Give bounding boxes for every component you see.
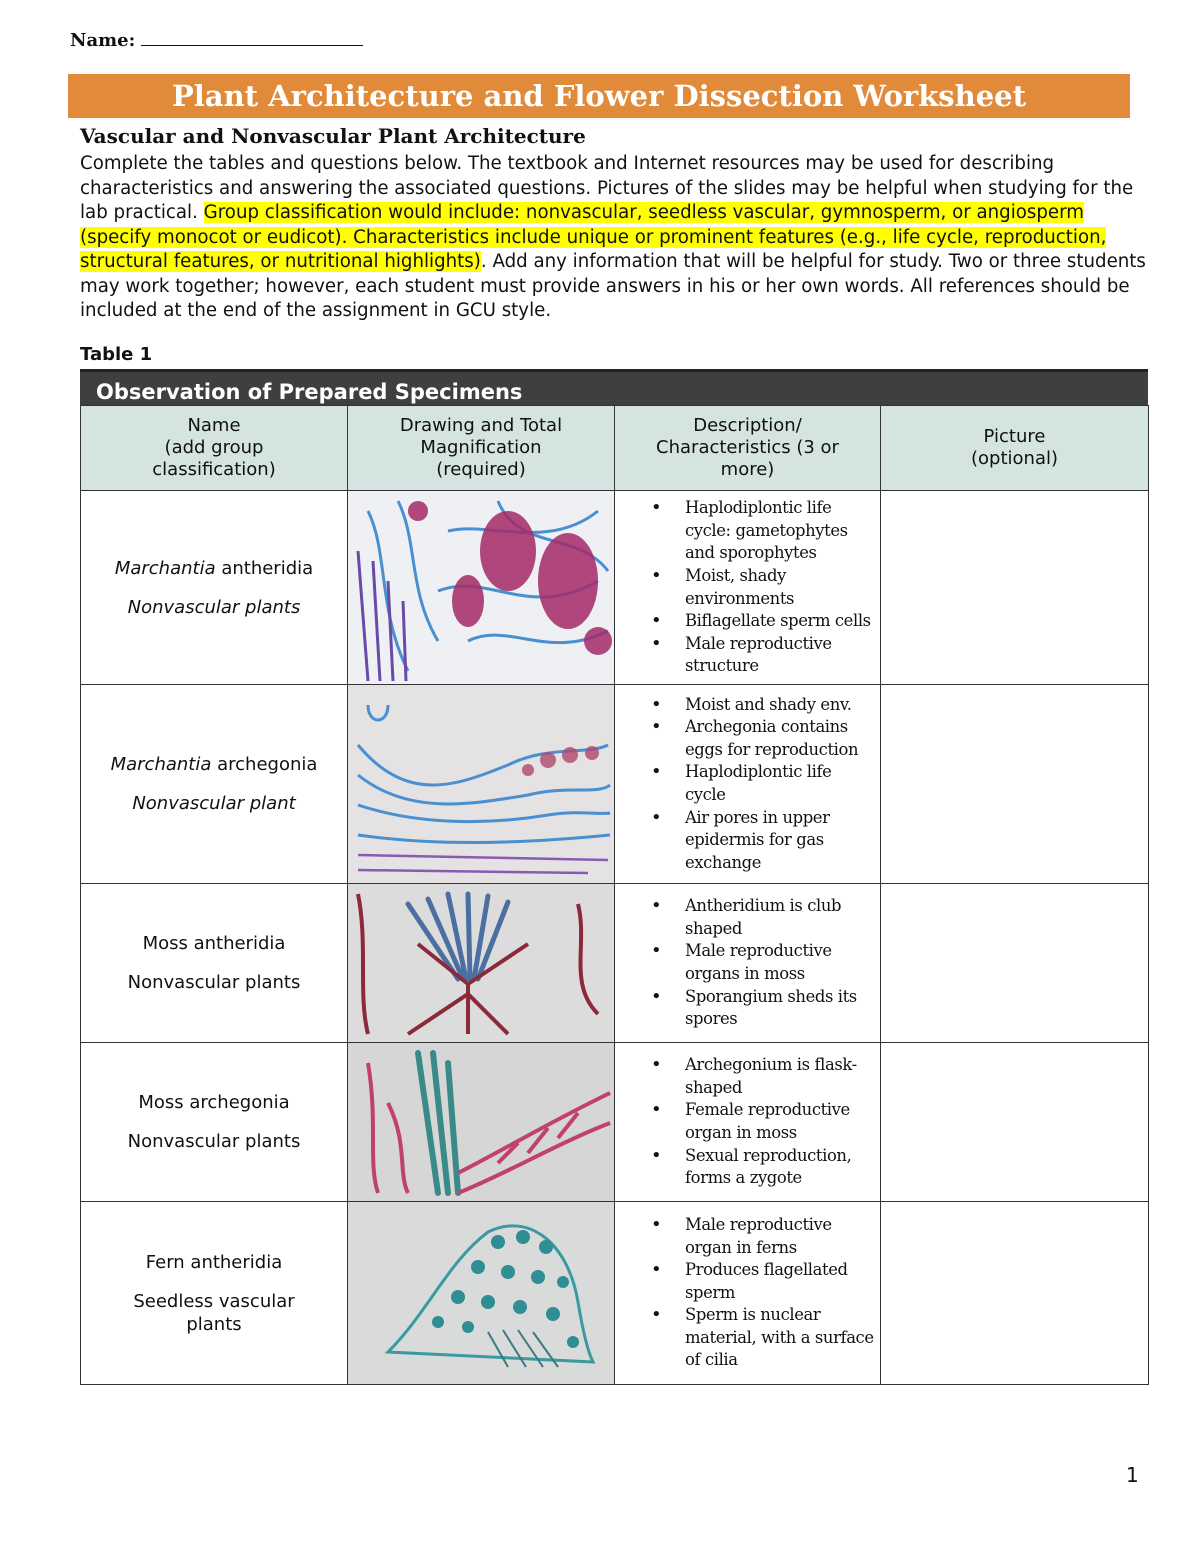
specimen-drawing xyxy=(348,491,614,684)
instructions-text-2: . Add any information that will be helpful for study. Two or three students may work together; however, each student must provide answers in his or her own words. All references should be included at the end of the assignment in GCU style. xyxy=(80,251,1146,321)
specimens-table xyxy=(80,405,1149,1385)
list-item: • Produces flagellated sperm xyxy=(685,1259,876,1304)
group-classification: Seedless vascular plants xyxy=(133,1290,295,1335)
specimen-name-cell xyxy=(81,884,348,1043)
name-field xyxy=(70,30,363,51)
picture-cell[interactable] xyxy=(881,1043,1149,1202)
list-item: • Archegonium is flask-shaped xyxy=(685,1054,876,1099)
drawing-cell xyxy=(348,884,615,1043)
list-item: • Sperm is nuclear material, with a surface of cilia xyxy=(685,1304,876,1372)
description-cell xyxy=(615,491,881,685)
table-row xyxy=(81,685,1149,884)
specimen-name-cell xyxy=(81,685,348,884)
drawing-cell xyxy=(348,491,615,685)
list-item: • Haplodiplontic life cycle xyxy=(685,761,876,806)
table-row xyxy=(81,1202,1149,1385)
description-cell xyxy=(615,1202,881,1385)
list-item: • Air pores in upper epidermis for gas exchange xyxy=(685,807,876,875)
header-drawing: Drawing and Total Magnification (required) xyxy=(348,406,615,491)
specimen-drawing xyxy=(348,685,614,883)
list-item: • Sexual reproduction, forms a zygote xyxy=(685,1145,876,1190)
section-heading: Vascular and Nonvascular Plant Architecture xyxy=(80,124,586,148)
description-list xyxy=(615,497,880,678)
description-cell xyxy=(615,1043,881,1202)
picture-cell[interactable] xyxy=(881,491,1149,685)
drawing-cell xyxy=(348,1043,615,1202)
group-classification: Nonvascular plant xyxy=(132,793,296,814)
specimen-name: Marchantia archegonia xyxy=(110,754,318,775)
drawing-cell xyxy=(348,1202,615,1385)
specimen-name-cell xyxy=(81,1202,348,1385)
description-cell xyxy=(615,685,881,884)
instructions-text-1: Complete the tables and questions below. The textbook and Internet resources may be used for describing characteristics and answering the associated questions. Pictures of the slides may be helpful when studying for the lab practical. xyxy=(80,153,1134,223)
specimen-drawing xyxy=(348,884,614,1042)
name-blank-line[interactable] xyxy=(141,31,363,46)
list-item: • Moist and shady env. xyxy=(685,694,876,717)
table-header-row xyxy=(81,406,1149,491)
specimen-name-cell xyxy=(81,491,348,685)
specimen-name: Moss archegonia xyxy=(138,1092,290,1113)
worksheet-title-banner xyxy=(68,74,1130,118)
specimen-name-cell xyxy=(81,1043,348,1202)
description-cell xyxy=(615,884,881,1043)
picture-cell[interactable] xyxy=(881,1202,1149,1385)
specimen-name: Moss antheridia xyxy=(142,933,286,954)
header-description: Description/ Characteristics (3 or more) xyxy=(615,406,881,491)
description-list xyxy=(615,694,880,875)
specimens-table-wrapper xyxy=(80,369,1148,1385)
instructions-highlight: Group classification would include: nonvascular, seedless vascular, gymnosperm, or angiosperm (specify monocot or eudicot). Characteristics include unique or prominent features (e.g., life cycle, reproduction, structural features, or nutritional highlights) xyxy=(80,202,1107,272)
instructions-paragraph xyxy=(80,152,1160,324)
list-item: • Moist, shady environments xyxy=(685,565,876,610)
group-classification: Nonvascular plants xyxy=(127,972,301,993)
specimen-drawing xyxy=(348,1202,614,1384)
header-picture: Picture (optional) xyxy=(881,406,1149,491)
list-item: • Haplodiplontic life cycle: gametophytes and sporophytes xyxy=(685,497,876,565)
header-name: Name (add group classification) xyxy=(81,406,348,491)
list-item: • Male reproductive organ in ferns xyxy=(685,1214,876,1259)
picture-cell[interactable] xyxy=(881,685,1149,884)
page-number: 1 xyxy=(1126,1463,1139,1487)
description-list xyxy=(615,1054,880,1190)
table-title: Observation of Prepared Specimens xyxy=(80,369,1148,405)
table-row xyxy=(81,884,1149,1043)
group-classification: Nonvascular plants xyxy=(127,596,301,618)
table-row xyxy=(81,1043,1149,1202)
list-item: • Biflagellate sperm cells xyxy=(685,610,876,633)
list-item: • Female reproductive organ in moss xyxy=(685,1099,876,1144)
picture-cell[interactable] xyxy=(881,884,1149,1043)
list-item: • Antheridium is club shaped xyxy=(685,895,876,940)
description-list xyxy=(615,895,880,1031)
table-label: Table 1 xyxy=(80,344,153,365)
list-item: • Sporangium sheds its spores xyxy=(685,986,876,1031)
group-classification: Nonvascular plants xyxy=(127,1131,301,1152)
list-item: • Male reproductive structure xyxy=(685,633,876,678)
name-label: Name: xyxy=(70,30,136,51)
specimen-name: Marchantia antheridia xyxy=(114,557,314,579)
specimen-name: Fern antheridia xyxy=(145,1251,283,1273)
drawing-cell xyxy=(348,685,615,884)
worksheet-title: Plant Architecture and Flower Dissection Worksheet xyxy=(171,79,1026,113)
specimen-drawing xyxy=(348,1043,614,1201)
list-item: • Archegonia contains eggs for reproduction xyxy=(685,716,876,761)
description-list xyxy=(615,1214,880,1372)
list-item: • Male reproductive organs in moss xyxy=(685,940,876,985)
table-row xyxy=(81,491,1149,685)
